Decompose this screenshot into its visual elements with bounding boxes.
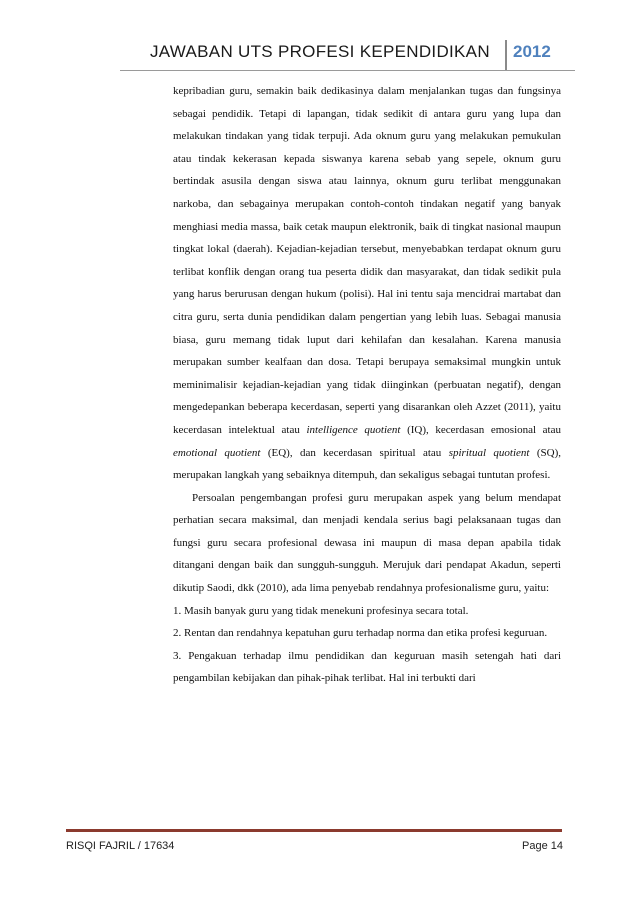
paragraph-1-text-a: kepribadian guru, semakin baik dedikasinya dalam menjalankan tugas dan fungsinya sebagai pendidik. Tetapi di lapangan, tidak sedikit di antara guru yang lupa dan melakukan tindakan yang tidak terpuji. Ada oknum guru yang melakukan pemukulan atau tindak kekerasan kepada siswanya karena sebab yang sepele, oknum guru bertindak asusila dengan siswa atau lainnya, oknum guru terlibat menggunakan narkoba, dan sebagainya merupakan contoh-contoh tindakan negatif yang banyak menghiasi media massa, baik cetak maupun elektronik, baik di tingkat nasional maupun tingkat lokal (daerah). Kejadian-kejadian tersebut, menyebabkan terdapat oknum guru terlibat konflik dengan orang tua peserta didik dan masyarakat, dan tidak sedikit pula yang harus berurusan dengan hukum (polisi). Hal ini tentu saja mencidrai martabat dan citra guru, serta dunia pendidikan dalam pengertian yang lebih luas. Sebagai manusia biasa, guru memang tidak luput dari kehilafan dan kesalahan. Karena manusia merupakan sumber kealfaan dan dosa. Tetapi berupaya semaksimal mungkin untuk meminimalisir kejadian-kejadian yang tidak diinginkan (perbuatan negatif), dengan mengedepankan beberapa kecerdasan, seperti yang disarankan oleh Azzet (2011), yaitu kecerdasan intelektual atau bbox=[173, 85, 561, 436]
list-item-1: 1. Masih banyak guru yang tidak menekuni profesinya secara total. bbox=[173, 604, 469, 617]
paragraph-2: Persoalan pengembangan profesi guru merupakan aspek yang belum mendapat perhatian secara maksimal, dan menjadi kendala serius bagi pelaksanaan tugas dan fungsi guru secara profesional dewasa ini maupun di masa depan apabila tidak ditangani dengan baik dan sungguh-sungguh. Merujuk dari pendapat Akadun, seperti dikutip Saodi, dkk (2010), ada lima penyebab rendahnya profesionalisme guru, yaitu: bbox=[173, 491, 561, 595]
list-item-2: 2. Rentan dan rendahnya kepatuhan guru terhadap norma dan etika profesi keguruan. bbox=[173, 627, 548, 640]
page-header bbox=[0, 40, 638, 74]
footer-rule bbox=[66, 829, 562, 832]
list-item-3: 3. Pengakuan terhadap ilmu pendidikan dan keguruan masih setengah hati dari pengambilan kebijakan dan pihak-pihak terlibat. Hal ini terbukti dari bbox=[173, 649, 561, 685]
paragraph-1-text-d: (SQ), merupakan langkah yang sebaiknya ditempuh, dan sekaligus sebagai tuntutan profesi. bbox=[173, 446, 562, 482]
paragraph-1-text-c: (EQ), dan kecerdasan spiritual atau bbox=[260, 446, 449, 459]
header-divider bbox=[505, 40, 507, 70]
term-emotional-quotient: emotional quotient bbox=[173, 446, 261, 459]
header-year: 2012 bbox=[513, 42, 551, 61]
term-spiritual-quotient: spiritual quotient bbox=[448, 446, 530, 459]
header-title: JAWABAN UTS PROFESI KEPENDIDIKAN bbox=[150, 42, 490, 61]
term-intelligence-quotient: intelligence quotient bbox=[306, 423, 401, 436]
paragraph-1 bbox=[173, 80, 561, 487]
body-text bbox=[173, 80, 561, 690]
header-rule bbox=[120, 70, 575, 71]
footer-author: RISQI FAJRIL / 17634 bbox=[66, 840, 175, 852]
paragraph-1-text-b: (IQ), kecerdasan emosional atau bbox=[400, 423, 561, 436]
footer-page-number: Page 14 bbox=[522, 840, 563, 852]
